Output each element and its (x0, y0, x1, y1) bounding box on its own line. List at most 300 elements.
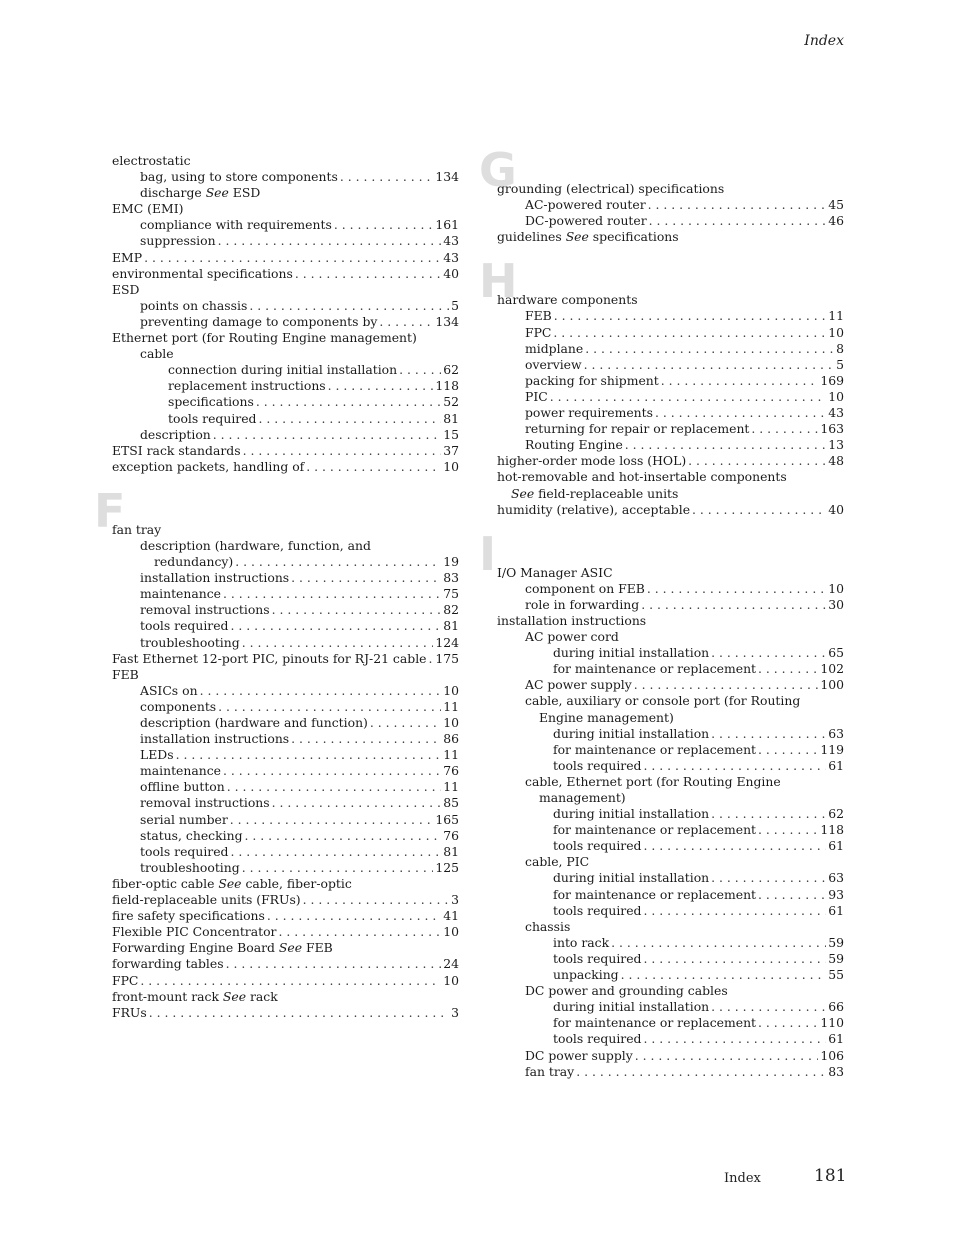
index-entry (112, 250, 459, 266)
dot-leader (223, 763, 441, 779)
dot-leader (272, 795, 442, 811)
term-text: cable, PIC (525, 854, 590, 870)
index-entry (497, 565, 844, 581)
term-text: tools required (140, 618, 229, 634)
index-entry (497, 502, 844, 518)
index-entry (112, 956, 459, 972)
term-text: DC-powered router (525, 213, 647, 229)
index-entry (497, 581, 844, 597)
page-reference: 43 (443, 233, 459, 249)
page-reference: 125 (435, 859, 459, 875)
index-entry (112, 538, 459, 554)
index-term (168, 378, 326, 394)
index-term (112, 282, 139, 298)
index-term (553, 742, 756, 758)
dot-leader (688, 453, 826, 469)
page-reference: 11 (828, 308, 844, 324)
term-text: role in forwarding (525, 596, 640, 612)
page-reference: 43 (828, 405, 844, 421)
index-term (525, 308, 552, 324)
dot-leader (379, 314, 433, 330)
index-entry (112, 185, 459, 201)
running-header: Index (804, 33, 844, 49)
index-term (525, 629, 619, 645)
term-text: EMC (EMI) (112, 201, 184, 217)
index-entry (112, 876, 459, 892)
index-term (112, 667, 139, 683)
index-entry (497, 887, 844, 903)
dot-leader (370, 715, 441, 731)
index-term (553, 806, 709, 822)
index-entry (112, 699, 459, 715)
dot-leader (176, 747, 442, 763)
index-term (553, 838, 641, 854)
see-reference: See (222, 988, 247, 1004)
term-text: connection during initial installation (168, 362, 398, 378)
dot-leader (758, 742, 818, 758)
term-text: Fast Ethernet 12-port PIC, pinouts for RJ-21 cable (112, 650, 427, 666)
index-term (497, 229, 679, 245)
page-reference: 62 (828, 806, 844, 822)
index-term (112, 956, 224, 972)
index-entry (112, 635, 459, 651)
page-reference: 10 (443, 924, 459, 940)
dot-leader (223, 586, 441, 602)
term-text: during initial installation (553, 870, 710, 886)
term-text: FEB (302, 940, 333, 956)
dot-leader (213, 427, 441, 443)
page-reference: 81 (443, 843, 459, 859)
index-term (553, 935, 609, 951)
term-text: specifications (168, 394, 254, 410)
index-entry (497, 919, 844, 935)
index-term (553, 1015, 756, 1031)
page-reference: 5 (836, 356, 844, 372)
term-text: management) (539, 790, 626, 805)
index-term (497, 292, 638, 308)
term-text: compliance with requirements (140, 217, 332, 233)
index-entry (497, 710, 844, 726)
dot-leader (249, 298, 449, 314)
term-text: tools required (553, 838, 642, 854)
term-text: for maintenance or replacement (553, 661, 757, 677)
index-entry (497, 1048, 844, 1064)
index-entry (112, 731, 459, 747)
index-term (112, 522, 161, 538)
page-reference: 118 (820, 822, 844, 838)
index-entry (497, 983, 844, 999)
dot-leader (643, 903, 826, 919)
index-term (525, 919, 570, 935)
index-term (553, 758, 641, 774)
dot-leader (230, 844, 441, 860)
section-letter: H (479, 254, 518, 309)
index-term (140, 715, 368, 731)
term-text: for maintenance or replacement (553, 1015, 757, 1031)
index-entry (497, 726, 844, 742)
index-section (112, 153, 459, 475)
term-text: FEB (525, 308, 552, 324)
term-text: field-replaceable units (FRUs) (112, 892, 301, 908)
index-term (525, 421, 749, 437)
index-term (140, 683, 198, 699)
dot-leader (149, 1005, 449, 1021)
dot-leader (751, 421, 818, 437)
page-number: 181 (814, 1166, 847, 1186)
term-text: FPC (112, 972, 139, 988)
term-text: FPC (525, 324, 552, 340)
index-entry (112, 411, 459, 427)
dot-leader (242, 860, 434, 876)
page-reference: 83 (828, 1063, 844, 1079)
index-entry (497, 822, 844, 838)
see-reference: See (218, 875, 242, 891)
index-term (539, 710, 674, 726)
page-reference: 124 (435, 634, 459, 650)
index-term (140, 169, 338, 185)
page-reference: 37 (443, 442, 459, 458)
index-entry (112, 459, 459, 475)
index-entry (112, 427, 459, 443)
index-term (140, 314, 377, 330)
index-entry (497, 677, 844, 693)
term-text: power requirements (525, 405, 653, 421)
index-term (525, 325, 551, 341)
index-term (112, 153, 191, 169)
index-term (553, 999, 709, 1015)
term-text: tools required (553, 757, 642, 773)
index-entry (112, 169, 459, 185)
page-reference: 165 (435, 811, 459, 827)
term-text: electrostatic (112, 153, 191, 168)
index-entry (497, 421, 844, 437)
term-text: status, checking (140, 827, 243, 843)
index-term (497, 565, 613, 581)
term-text: preventing damage to components by (140, 313, 378, 329)
index-term (112, 876, 352, 892)
page-reference: 30 (828, 596, 844, 612)
page-reference: 61 (828, 902, 844, 918)
dot-leader (242, 635, 434, 651)
index-term (497, 469, 787, 485)
term-text: tools required (553, 902, 642, 918)
index-entry (497, 870, 844, 886)
index-entry (112, 394, 459, 410)
term-text: maintenance (140, 763, 222, 779)
index-entry (497, 486, 844, 502)
term-text: removal instructions (140, 795, 270, 811)
dot-leader (140, 973, 441, 989)
page-reference: 59 (828, 950, 844, 966)
term-text: DC power and grounding cables (525, 983, 728, 999)
index-term (525, 341, 583, 357)
term-text: environmental specifications (112, 265, 293, 281)
page-reference: 76 (443, 763, 459, 779)
term-text: redundancy) (154, 554, 234, 570)
dot-leader (625, 437, 826, 453)
dot-leader (295, 266, 441, 282)
index-entry (497, 999, 844, 1015)
index-entry (112, 217, 459, 233)
index-term (525, 1048, 633, 1064)
term-text: hot-removable and hot-insertable components (497, 469, 787, 485)
index-term (497, 613, 646, 629)
index-term (525, 693, 800, 709)
dot-leader (272, 602, 442, 618)
term-text: serial number (140, 811, 228, 827)
page-reference: 13 (828, 437, 844, 453)
dot-leader (554, 308, 826, 324)
page-reference: 110 (820, 1015, 844, 1031)
index-entry (497, 197, 844, 213)
dot-leader (711, 726, 826, 742)
dot-leader (643, 838, 826, 854)
dot-leader (643, 951, 826, 967)
index-term (112, 651, 426, 667)
index-entry (112, 443, 459, 459)
index-entry (497, 661, 844, 677)
index-term (112, 201, 183, 217)
index-entry (497, 645, 844, 661)
index-term (553, 645, 709, 661)
term-text: suppression (140, 233, 216, 249)
term-text: packing for shipment (525, 372, 659, 388)
index-term (112, 330, 417, 346)
term-text: Forwarding Engine Board (112, 940, 279, 956)
index-entry (112, 346, 459, 362)
index-entry (112, 522, 459, 538)
page-reference: 55 (828, 967, 844, 983)
index-term (497, 181, 724, 197)
index-term (525, 1064, 574, 1080)
index-entry (497, 967, 844, 983)
index-term (168, 362, 397, 378)
see-reference: See (565, 229, 589, 245)
index-term (140, 298, 247, 314)
page-reference: 59 (828, 934, 844, 950)
term-text: during initial installation (553, 725, 710, 741)
dot-leader (711, 999, 826, 1015)
page-reference: 45 (828, 197, 844, 213)
term-text: installation instructions (140, 570, 290, 586)
term-text: tools required (553, 1031, 642, 1047)
index-term (497, 453, 686, 469)
term-text: for maintenance or replacement (553, 886, 757, 902)
index-term (140, 699, 216, 715)
page-reference: 43 (443, 249, 459, 265)
index-term (553, 1031, 641, 1047)
page-reference: 66 (828, 999, 844, 1015)
page-reference: 85 (443, 795, 459, 811)
index-term (140, 795, 270, 811)
term-text: component on FEB (525, 580, 645, 596)
page-reference: 40 (443, 265, 459, 281)
page-reference: 75 (443, 586, 459, 602)
term-text: fire safety specifications (112, 908, 265, 924)
term-text: into rack (553, 934, 610, 950)
index-term (140, 217, 332, 233)
section-letter: F (94, 483, 126, 538)
index-term (525, 373, 659, 389)
dot-leader (648, 197, 827, 213)
index-entry (497, 806, 844, 822)
dot-leader (218, 233, 442, 249)
term-text: forwarding tables (112, 956, 224, 972)
page-reference: 61 (828, 1031, 844, 1047)
index-entry (112, 330, 459, 346)
dot-leader (550, 389, 827, 405)
page-reference: 76 (443, 827, 459, 843)
dot-leader (655, 405, 826, 421)
page-reference: 10 (828, 580, 844, 596)
index-section-g (479, 143, 844, 245)
term-text: tools required (168, 410, 257, 426)
index-entry (112, 1005, 459, 1021)
page-reference: 19 (443, 554, 459, 570)
index-entry (112, 266, 459, 282)
dot-leader (635, 1048, 819, 1064)
dot-leader (758, 661, 818, 677)
index-term (553, 967, 619, 983)
term-text: field-replaceable units (534, 485, 679, 501)
dot-leader (647, 581, 826, 597)
term-text: ESD (112, 281, 140, 297)
index-term (112, 1005, 147, 1021)
page-reference: 8 (836, 340, 844, 356)
term-text: cable, auxiliary or console port (for Routing (525, 693, 801, 709)
dot-leader (303, 892, 449, 908)
index-term (553, 822, 756, 838)
index-entry (112, 715, 459, 731)
dot-leader (661, 373, 819, 389)
section-letter: G (479, 143, 517, 197)
dot-leader (649, 213, 827, 229)
index-column-left (94, 153, 459, 1021)
term-text: bag, using to store components (140, 169, 338, 185)
dot-leader (340, 169, 434, 185)
term-text: specifications (588, 229, 679, 245)
index-term (553, 661, 756, 677)
index-term (112, 250, 142, 266)
index-entry (497, 229, 844, 245)
page-reference: 163 (820, 421, 844, 437)
index-term (140, 812, 228, 828)
index-entry (497, 758, 844, 774)
term-text: unpacking (553, 967, 619, 983)
index-entry (112, 779, 459, 795)
index-entry (112, 747, 459, 763)
term-text: description (hardware and function) (140, 715, 368, 730)
page-reference: 46 (828, 213, 844, 229)
term-text: Routing Engine (525, 437, 623, 453)
page-reference: 61 (828, 757, 844, 773)
term-text: FRUs (112, 1004, 147, 1020)
term-text: PIC (525, 388, 548, 404)
page-reference: 169 (820, 372, 844, 388)
index-entry (497, 389, 844, 405)
dot-leader (758, 822, 818, 838)
index-term (553, 903, 641, 919)
index-entry (497, 597, 844, 613)
page-reference: 81 (443, 410, 459, 426)
page-reference: 83 (443, 570, 459, 586)
term-text: front-mount rack (112, 988, 223, 1004)
index-term (140, 747, 174, 763)
page-reference: 15 (443, 426, 459, 442)
term-text: during initial installation (553, 645, 710, 661)
dot-leader (692, 502, 826, 518)
index-entry (112, 554, 459, 570)
term-text: ASICs on (140, 682, 198, 698)
page-reference: 65 (828, 645, 844, 661)
index-entry (112, 860, 459, 876)
page-reference: 11 (443, 779, 459, 795)
index-term (112, 973, 138, 989)
term-text: AC-powered router (525, 197, 646, 213)
term-text: removal instructions (140, 602, 270, 618)
index-entry (112, 201, 459, 217)
term-text: points on chassis (140, 297, 248, 313)
index-term (553, 887, 756, 903)
index-section-h (479, 254, 844, 517)
index-entry (497, 437, 844, 453)
term-text: guidelines (497, 229, 566, 245)
index-term (140, 844, 228, 860)
term-text: during initial installation (553, 806, 710, 822)
dot-leader (553, 325, 826, 341)
index-entry (497, 308, 844, 324)
index-term (140, 427, 211, 443)
term-text: ESD (228, 185, 261, 201)
index-entry (497, 935, 844, 951)
index-entry (112, 602, 459, 618)
term-text: replacement instructions (168, 378, 326, 394)
index-entry (497, 774, 844, 790)
index-entry (497, 838, 844, 854)
dot-leader (306, 459, 441, 475)
term-text: higher-order mode loss (HOL) (497, 453, 687, 469)
index-term (525, 213, 647, 229)
page-reference: 134 (435, 169, 459, 185)
term-text: chassis (525, 918, 571, 934)
term-text: humidity (relative), acceptable (497, 501, 691, 517)
term-text: DC power supply (525, 1047, 633, 1063)
index-term (168, 411, 256, 427)
dot-leader (641, 597, 826, 613)
index-entry (112, 233, 459, 249)
term-text: overview (525, 356, 582, 372)
term-text: hardware components (497, 292, 638, 308)
index-entry (112, 924, 459, 940)
index-term (112, 266, 293, 282)
footer-label: Index (724, 1171, 761, 1186)
page-reference: 48 (828, 453, 844, 469)
index-term (525, 197, 646, 213)
dot-leader (227, 779, 441, 795)
index-entry (497, 292, 844, 308)
dot-leader (226, 956, 442, 972)
index-entry (112, 973, 459, 989)
term-text: fan tray (112, 521, 162, 537)
index-term (511, 486, 678, 502)
index-entry (497, 854, 844, 870)
dot-leader (643, 1031, 826, 1047)
index-term (140, 233, 216, 249)
page-reference: 24 (443, 956, 459, 972)
index-term (140, 731, 289, 747)
page-reference: 86 (443, 731, 459, 747)
term-text: grounding (electrical) specifications (497, 181, 725, 196)
